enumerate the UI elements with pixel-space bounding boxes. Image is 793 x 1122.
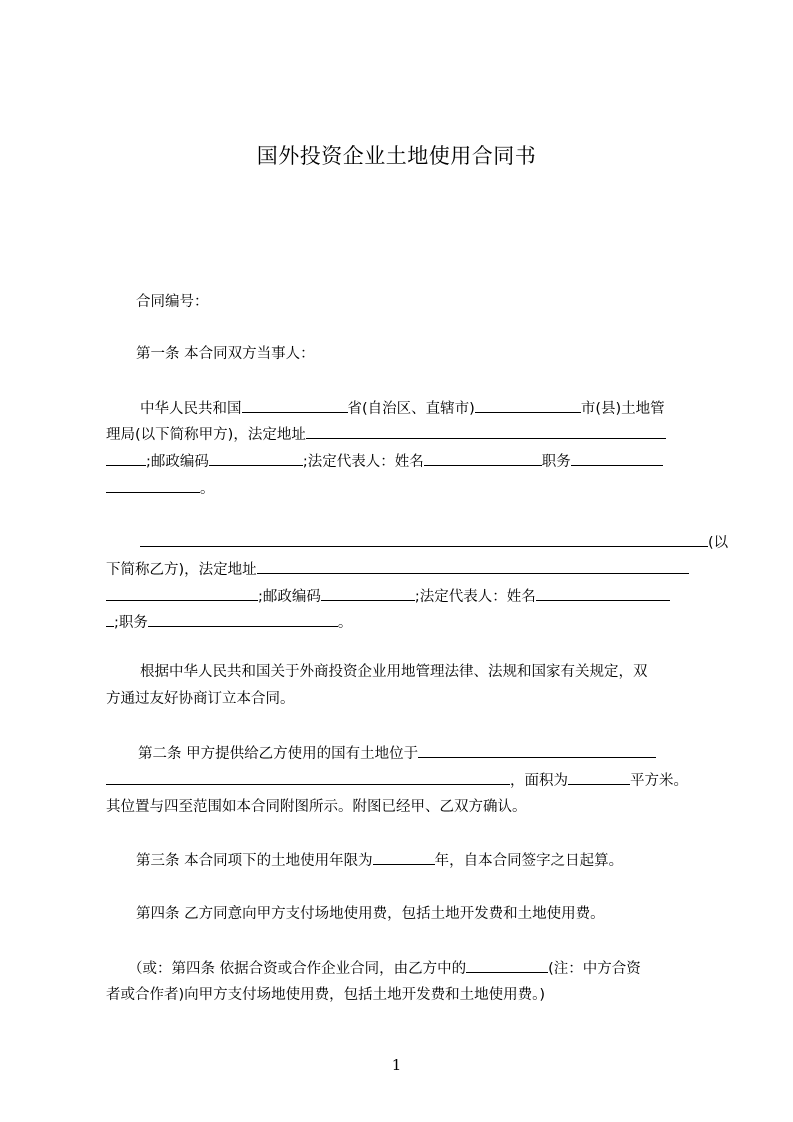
- usage-term-blank: [373, 850, 435, 865]
- party-a-line-2: [106, 424, 666, 445]
- article-2-line-2: [106, 770, 688, 791]
- article-2-area-label: ，面积为: [510, 773, 568, 789]
- party-a-rep-blank: [424, 451, 542, 466]
- article-3-term-suffix: 年，自本合同签字之日起算。: [434, 853, 624, 869]
- preamble-line-1: 根据中华人民共和国关于外商投资企业用地管理法律、法规和国家有关规定，双: [140, 664, 648, 680]
- party-a-title-blank: [571, 451, 663, 466]
- party-a-country-text: 中华人民共和国: [140, 401, 242, 417]
- party-b-member-blank: [466, 958, 548, 973]
- article-2-area-unit: 平方米。: [630, 773, 688, 789]
- page-number: 1: [391, 1056, 402, 1074]
- party-b-title-label: ;职务: [114, 615, 148, 631]
- article-2-line-1: [138, 743, 656, 764]
- contract-number-label: 合同编号：: [136, 294, 209, 310]
- party-a-rep-label: ;法定代表人：姓名: [302, 454, 424, 470]
- party-b-postcode-label: ;邮政编码: [258, 589, 321, 605]
- party-a-province-text: 省(自治区、直辖市): [347, 401, 475, 417]
- party-b-line-4: [106, 612, 352, 633]
- article-3: [136, 850, 623, 871]
- party-b-abbrev-start: (以: [708, 535, 729, 551]
- city-blank: [475, 398, 581, 413]
- party-b-rep-blank: [536, 586, 670, 601]
- article-4-alt-line-2: 者或合作者)向甲方支付场地使用费，包括土地开发费和土地使用费。): [106, 987, 546, 1003]
- party-a-address-blank: [306, 424, 666, 439]
- party-b-line-3: [106, 586, 670, 607]
- document-title: 国外投资企业土地使用合同书: [256, 144, 537, 168]
- party-a-address-label: 理局(以下简称甲方)，法定地址: [106, 427, 306, 443]
- party-b-postcode-blank: [321, 586, 415, 601]
- party-a-title-blank-cont: [106, 478, 200, 493]
- party-b-rep-blank-cont: [106, 612, 114, 627]
- article-2-line-3: 其位置与四至范围如本合同附图所示。附图已经甲、乙双方确认。: [106, 799, 527, 815]
- party-a-end-mark: 。: [200, 481, 215, 497]
- party-b-address-blank-cont: [106, 586, 258, 601]
- article-4-alt-note: (注：中方合资: [548, 961, 641, 977]
- party-b-name-blank: [140, 532, 708, 547]
- party-b-title-blank: [148, 612, 338, 627]
- party-a-line-3: [106, 451, 663, 472]
- party-b-line-2: [106, 559, 689, 580]
- party-a-line-4: [106, 478, 215, 499]
- party-a-postcode-blank: [209, 451, 303, 466]
- party-a-city-text: 市(县)土地管: [580, 401, 665, 417]
- land-area-blank: [568, 770, 630, 785]
- article-4: 第四条 乙方同意向甲方支付场地使用费，包括土地开发费和土地使用费。: [136, 906, 605, 922]
- land-location-blank-cont: [106, 770, 510, 785]
- preamble-line-2: 方通过友好协商订立本合同。: [106, 691, 295, 707]
- land-location-blank: [418, 743, 656, 758]
- party-b-address-blank: [257, 559, 689, 574]
- party-a-address-blank-cont: [106, 451, 146, 466]
- party-a-line-1: [140, 398, 665, 419]
- party-b-line-1: [106, 532, 728, 553]
- party-a-title-label: 职务: [541, 454, 571, 470]
- article-2-location-label: 第二条 甲方提供给乙方使用的国有土地位于: [138, 746, 419, 762]
- article-4-alt-label: （或：第四条 依据合资或合作企业合同，由乙方中的: [128, 961, 467, 977]
- province-blank: [242, 398, 348, 413]
- article-4-alt-line-1: [128, 958, 641, 979]
- party-b-rep-label: ;法定代表人：姓名: [414, 589, 536, 605]
- party-b-address-label: 下简称乙方)，法定地址: [106, 562, 257, 578]
- party-b-end-mark: 。: [337, 615, 353, 631]
- party-a-postcode-label: ;邮政编码: [146, 454, 209, 470]
- article-1-heading: 第一条 本合同双方当事人：: [136, 346, 315, 362]
- article-3-term-label: 第三条 本合同项下的土地使用年限为: [136, 853, 373, 869]
